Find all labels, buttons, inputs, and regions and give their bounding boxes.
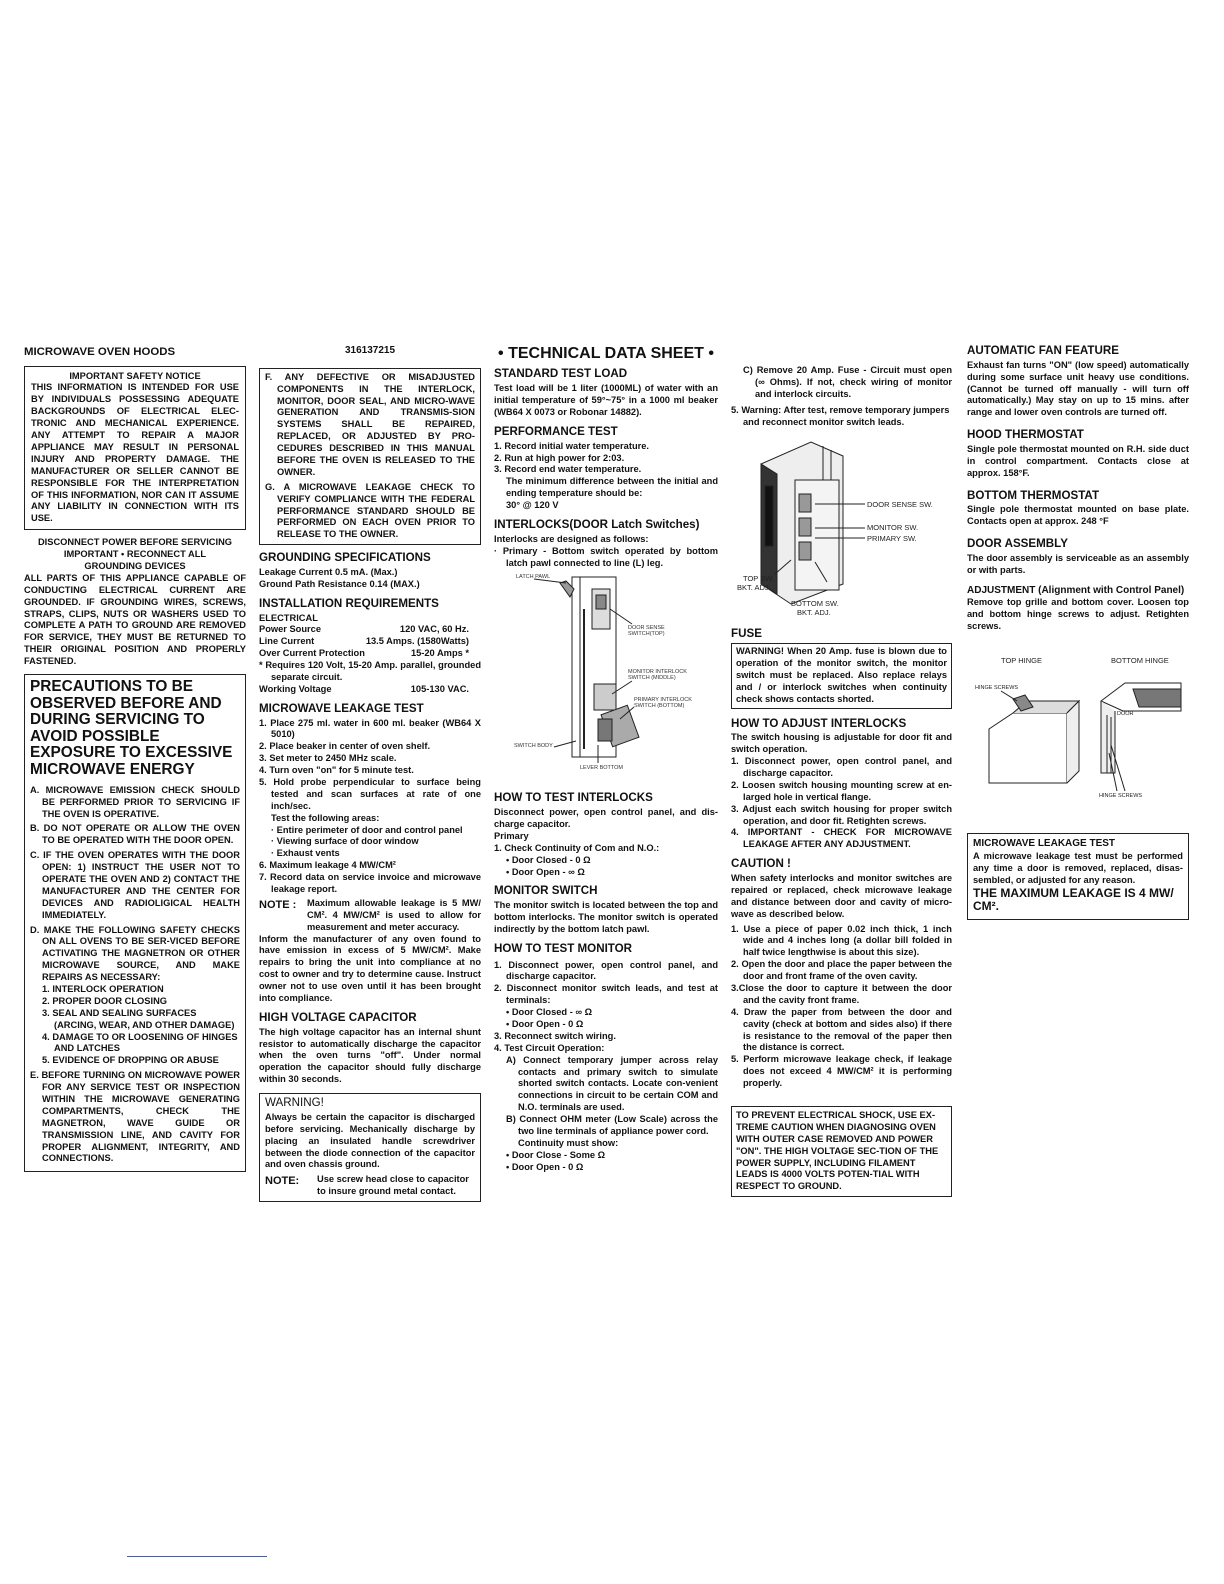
install-row: [259, 624, 481, 636]
disconnect-line-1: DISCONNECT POWER BEFORE SERVICING: [37, 537, 233, 548]
label-top-sw: TOP SW.: [743, 574, 774, 584]
door-assembly-text: The door assembly is serviceable as an assembly or with parts.: [967, 552, 1189, 575]
sheet-title: • TECHNICAL DATA SHEET •: [498, 345, 714, 362]
caution-title: CAUTION !: [731, 857, 791, 871]
install-value: 105-130 VAC.: [410, 683, 469, 694]
precaution-g: G. A MICROWAVE LEAKAGE CHECK TO VERIFY COMPLIANCE WITH THE FEDERAL PERFORMANCE STANDARD SHOULD BE PERFORMED ON EACH OVEN PRIOR TO RELEASE TO THE OWNER.: [265, 481, 475, 540]
install-note: * Requires 120 Volt, 15-20 Amp. parallel, grounded separate circuit.: [259, 660, 481, 682]
adjust-step: 4. IMPORTANT - CHECK FOR MICROWAVE LEAKAGE AFTER ANY ADJUSTMENT.: [731, 827, 952, 850]
shock-warning-text: TO PREVENT ELECTRICAL SHOCK, USE EX-TREME CAUTION WHEN DIAGNOSING OVEN WITH OUTER CASE REMOVED AND POWER "ON". THE HIGH VOLTAGE SEC-TION OF THE POWER SUPPLY, INCLUDING FILAMENT LEADS IS 4000 VOLTS POTEN-TIAL WITH RESPECT TO GROUND.: [736, 1109, 939, 1192]
hood-thermostat-title: HOOD THERMOSTAT: [967, 428, 1084, 442]
door-open-reading: • Door Open - 0 Ω: [506, 1161, 584, 1172]
hv-warning-box: [259, 1093, 481, 1202]
grounding-line-1: Leakage Current 0.5 mA. (Max.): [259, 567, 398, 578]
column-5: [967, 345, 1189, 920]
leakage-test-box: [967, 833, 1189, 920]
adjust-step: 2. Loosen switch housing mounting screw at en-larged hole in vertical flange.: [731, 779, 952, 802]
caution-step: 2. Open the door and place the paper between the door and front frame of the oven cavity.: [731, 959, 952, 982]
leakage-areas-title: Test the following areas:: [271, 812, 380, 823]
install-value: 15-20 Amps *: [410, 648, 469, 659]
label-bottom-sw: BOTTOM SW.: [791, 599, 839, 609]
adjustment-title: ADJUSTMENT (Alignment with Control Panel): [967, 584, 1185, 596]
part-number: 316137215: [344, 345, 396, 356]
hv-warning-title: WARNING!: [265, 1096, 324, 1110]
install-subtitle: ELECTRICAL: [259, 612, 318, 623]
warning-text: After test, remove temporary jumpers and reconnect monitor switch leads.: [743, 404, 950, 427]
test-interlocks-text: Disconnect power, open control panel, and dis-charge capacitor.: [494, 807, 718, 829]
interlock-switch-diagram: [494, 569, 718, 784]
label-door-bottom: DOOR: [1117, 711, 1134, 718]
install-key: Line Current: [259, 636, 315, 647]
adjust-interlocks-title: HOW TO ADJUST INTERLOCKS: [731, 716, 907, 730]
product-title: MICROWAVE OVEN HOODS: [24, 346, 176, 358]
disconnect-text: ALL PARTS OF THIS APPLIANCE CAPABLE OF CONDUCTING ELECTRICAL CURRENT ARE GROUNDED. IF GROUNDING WIRES, SCREWS, STRAPS, CLIPS, NUTS OR WASHERS USED TO COMPLETE A PATH TO GROUND ARE REMOVED FOR SERVICE, THEY MUST BE RETURNED TO THEIR ORIGINAL POSITION AND PROPERLY FASTENED.: [24, 572, 246, 667]
precaution-f: F. ANY DEFECTIVE OR MISADJUSTED COMPONENTS IN THE INTERLOCK, MONITOR, DOOR SEAL, AND MICRO-WAVE GENERATION AND TRANSMIS-SION SYSTEMS SHALL BE REPAIRED, REPLACED, OR ADJUSTED BY PRO-CEDURES DESCRIBED IN THIS MANUAL BEFORE THE OVEN IS RELEASED TO THE OWNER.: [265, 371, 475, 477]
door-open-reading: • Door Open - ∞ Ω: [506, 866, 585, 877]
note-label: NOTE :: [259, 898, 297, 911]
column-4: [731, 345, 952, 1197]
leakage-step: 7. Record data on service invoice and microwave leakage report.: [259, 872, 481, 894]
hv-capacitor-text: The high voltage capacitor has an internal shunt resistor to automatically discharge the capacitor when the oven turns "off". Under normal operation the capacitor should fully discharge within 30 seconds.: [259, 1026, 481, 1085]
leakage-box-text: A microwave leakage test must be performed any time a door is removed, replaced, disas-sembled, or adjusted for any reason.: [973, 850, 1183, 885]
caution-step: 4. Draw the paper from between the door and cavity (check at bottom and sides also) if there is resistance to the removal of the paper then the distance is correct.: [731, 1006, 952, 1053]
leakage-step: 6. Maximum leakage 4 MW/CM²: [259, 860, 396, 871]
hv-capacitor-title: HIGH VOLTAGE CAPACITOR: [259, 1010, 417, 1024]
fuse-warning-box: [731, 643, 952, 708]
adjustment-text: Remove top grille and bottom cover. Loosen top and bottom hinge screws to adjust. Retighten screws.: [967, 597, 1189, 632]
hinge-diagram: [967, 653, 1189, 813]
test-monitor-step: 2. Disconnect monitor switch leads, and test at terminals:: [494, 983, 718, 1006]
hood-thermostat-text: Single pole thermostat mounted on R.H. side duct in control compartment. Contacts close at approx. 158°F.: [967, 443, 1189, 478]
precaution-d-item: 1. INTERLOCK OPERATION: [42, 983, 164, 994]
interlocks-line-2: · Primary - Bottom switch operated by bottom latch pawl connected to line (L) leg.: [494, 545, 718, 568]
hv-note: [265, 1174, 475, 1198]
performance-step: 2. Run at high power for 2:03.: [494, 452, 625, 463]
leakage-step: 4. Turn oven "on" for 5 minute test.: [259, 765, 414, 776]
warning-label: 5. Warning:: [731, 404, 782, 415]
leakage-step: 1. Place 275 ml. water in 600 ml. beaker (WB64 X 5010): [259, 717, 481, 740]
test-monitor-step: 4. Test Circuit Operation:: [494, 1042, 605, 1053]
performance-value: 30° @ 120 V: [506, 500, 559, 511]
label-primary-2: SWITCH (BOTTOM): [634, 703, 685, 710]
label-lever-bottom: LEVER BOTTOM: [580, 765, 623, 772]
monitor-switch-text: The monitor switch is located between the top and bottom interlocks. The monitor switch is operated indirectly by the bottom latch pawl.: [494, 900, 718, 934]
interlocks-title: INTERLOCKS(DOOR Latch Switches): [494, 517, 700, 531]
test-monitor-substep-b: B) Connect OHM meter (Low Scale) across the two line terminals of appliance power cord.: [506, 1114, 718, 1137]
column-1: [24, 345, 246, 1172]
install-row: [259, 636, 481, 648]
leakage-area: · Exhaust vents: [271, 848, 340, 859]
install-key: Power Source: [259, 624, 322, 635]
safety-notice-text: THIS INFORMATION IS INTENDED FOR USE BY INDIVIDUALS POSSESSING ADEQUATE BACKGROUNDS OF ELECTRICAL ELEC-TRONIC AND MECHANICAL EXPERIENCE. ANY ATTEMPT TO REPAIR A MAJOR APPLIANCE MAY RESULT IN PERSONAL INJURY AND PROPERTY DAMAGE. THE MANUFACTURER OR SELLER CANNOT BE RESPONSIBLE FOR THE INTERPRETATION OF THIS INFORMATION, NOR CAN IT ASSUME ANY LIABILITY IN CONNECTION WITH ITS USE.: [31, 382, 239, 524]
install-value: 13.5 Amps. (1580Watts): [365, 636, 469, 647]
monitor-switch: [799, 518, 811, 536]
test-monitor-step-5: [731, 405, 952, 429]
install-key: Working Voltage: [259, 683, 332, 694]
safety-notice-box: [24, 366, 246, 531]
performance-sub: The minimum difference between the initial and ending temperature should be:: [506, 476, 718, 499]
label-monitor-1: MONITOR INTERLOCK: [628, 669, 687, 676]
adjust-interlocks-text: The switch housing is adjustable for door fit and switch operation.: [731, 732, 952, 755]
leakage-box-title: MICROWAVE LEAKAGE TEST: [973, 838, 1116, 850]
top-door-panel: [989, 713, 1067, 783]
hv-warning-text: Always be certain the capacitor is discharged before servicing. Mechanically discharge by placing an insulated handle screwdriver between the diode connection of the capacitor and oven chassis ground.: [265, 1111, 475, 1170]
switch-adjustment-diagram: [731, 434, 952, 624]
adjust-step: 1. Disconnect power, open control panel, and discharge capacitor.: [731, 756, 952, 778]
leakage-box-max: THE MAXIMUM LEAKAGE IS 4 MW/ CM².: [973, 885, 1174, 913]
leakage-step: 5. Hold probe perpendicular to surface being tested and scan surfaces at rate of one inch/sec.: [259, 776, 481, 811]
fan-text: Exhaust fan turns "ON" (low speed) automatically during some surface unit heavy use conditions. (Cannot be turned off manually - will turn off automatically.) May stay on up to 15 mins. after range and lower oven controls are turned off.: [967, 359, 1189, 418]
label-monitor-sw: MONITOR SW.: [867, 523, 919, 533]
install-row: [259, 684, 481, 696]
caution-step: 1. Use a piece of paper 0.02 inch thick, 1 inch wide and 4 inches long (a dollar bill folded in half twice lengthwise is about this size).: [731, 923, 952, 958]
grounding-title: GROUNDING SPECIFICATIONS: [259, 551, 431, 565]
note-label: NOTE:: [265, 1175, 300, 1188]
monitor-switch: [594, 684, 616, 710]
test-monitor-substep-c: C) Remove 20 Amp. Fuse - Circuit must open (∞ Ohms). If not, check wiring of monitor and interlock circuits.: [743, 365, 952, 399]
footer-link-line: [127, 1556, 267, 1557]
precaution-c: C. IF THE OVEN OPERATES WITH THE DOOR OPEN: 1) INSTRUCT THE USER NOT TO OPERATE THE OVEN AND 2) CONTACT THE MANUFACTURER AND THE CENTER FOR DEVICES AND RADIOLIGICAL HEALTH IMMEDIATELY.: [30, 850, 240, 920]
label-bottom-bkt: BKT. ADJ.: [797, 608, 831, 618]
leakage-test-title: MICROWAVE LEAKAGE TEST: [259, 701, 424, 715]
label-primary-1: PRIMARY INTERLOCK: [634, 697, 692, 704]
note-text: Maximum allowable leakage is 5 MW/ CM². 4 MW/CM² is used to allow for measurement and meter accuracy.: [307, 897, 481, 932]
bottom-thermostat-title: BOTTOM THERMOSTAT: [967, 488, 1100, 502]
label-monitor-2: SWITCH (MIDDLE): [628, 675, 676, 682]
std-load-title: STANDARD TEST LOAD: [494, 367, 628, 381]
caution-text: When safety interlocks and monitor switches are repaired or replaced, check microwave leakage and distance between door and cavity of micro-wave as described below.: [731, 872, 952, 919]
door-close-reading: • Door Close - Some Ω: [506, 1149, 606, 1160]
label-primary-sw: PRIMARY SW.: [867, 534, 917, 544]
precaution-d-item: 2. PROPER DOOR CLOSING: [42, 995, 168, 1006]
precaution-e: E. BEFORE TURNING ON MICROWAVE POWER FOR ANY SERVICE TEST OR INSPECTION WITHIN THE MICROWAVE GENERATING COMPARTMENTS, CHECK THE MAGNETRON, WAVE GUIDE OR TRANSMISSION LINE, AND CAVITY FOR PROPER ALIGNMENT, INTEGRITY, AND CONNECTIONS.: [30, 1070, 240, 1164]
precaution-d-item: 4. DAMAGE TO OR LOOSENING OF HINGES AND LATCHES: [42, 1031, 238, 1054]
precaution-a: A. MICROWAVE EMISSION CHECK SHOULD BE PERFORMED PRIOR TO SERVICING IF THE OVEN IS OPERATIVE.: [30, 784, 240, 819]
precaution-d-item: 3. SEAL AND SEALING SURFACES (ARCING, WEAR, AND OTHER DAMAGE): [42, 1007, 235, 1030]
precaution-d-item: 5. EVIDENCE OF DROPPING OR ABUSE: [42, 1055, 219, 1066]
label-door-sense-2: SWITCH(TOP): [628, 631, 665, 638]
note-text: Use screw head close to capacitor to insure ground metal contact.: [317, 1174, 469, 1197]
test-interlocks-step: 1. Check Continuity of Com and N.O.:: [494, 842, 660, 853]
door-closed-reading: • Door Closed - ∞ Ω: [506, 1007, 593, 1018]
install-row: [259, 648, 481, 660]
label-bottom-hinge: BOTTOM HINGE: [1111, 656, 1169, 666]
column-2: [259, 345, 481, 1202]
door-open-reading: • Door Open - 0 Ω: [506, 1019, 584, 1030]
performance-step: 1. Record initial water temperature.: [494, 440, 649, 451]
leakage-area: · Entire perimeter of door and control panel: [271, 824, 463, 835]
precautions-title: PRECAUTIONS TO BE OBSERVED BEFORE AND DURING SERVICING TO AVOID POSSIBLE EXPOSURE TO EXCESSIVE MICROWAVE ENERGY: [30, 677, 233, 779]
continuity-label: Continuity must show:: [518, 1137, 619, 1148]
label-top-bkt: BKT. ADJ.: [737, 583, 771, 593]
label-door-sense-sw: DOOR SENSE SW.: [867, 500, 933, 510]
test-interlocks-primary: Primary: [494, 830, 529, 841]
caution-step: 3.Close the door to capture it between the door and the cavity front frame.: [731, 982, 952, 1005]
precaution-b: B. DO NOT OPERATE OR ALLOW THE OVEN TO BE OPERATED WITH THE DOOR OPEN.: [30, 823, 240, 846]
std-load-text: Test load will be 1 liter (1000ML) of water with an initial temperature of 59°~75° in a 1000 ml beaker (WB64 X 0073 or Robonar 14882).: [494, 383, 718, 417]
disconnect-line-3: GROUNDING DEVICES: [84, 560, 186, 571]
test-interlocks-title: HOW TO TEST INTERLOCKS: [494, 791, 653, 805]
primary-switch: [799, 542, 811, 560]
test-monitor-title: HOW TO TEST MONITOR: [494, 941, 633, 955]
bottom-hinge-icon: [1101, 701, 1115, 773]
fuse-title: FUSE: [731, 627, 762, 641]
leakage-area: · Viewing surface of door window: [271, 836, 419, 847]
leakage-note: [259, 898, 481, 934]
install-title: INSTALLATION REQUIREMENTS: [259, 596, 439, 610]
label-hinge-screws: HINGE SCREWS: [975, 685, 1019, 692]
install-value: 120 VAC, 60 Hz.: [399, 624, 469, 635]
interlocks-line-1: Interlocks are designed as follows:: [494, 533, 649, 544]
install-key: Over Current Protection: [259, 648, 365, 659]
leakage-inform: Inform the manufacturer of any oven found to have emission in excess of 5 MW/CM². Make repairs to bring the unit into compliance at no cost to owner and try to determine cause. Instruct owner not to use oven until it has been brought into compliance.: [259, 933, 481, 1004]
safety-notice-title: IMPORTANT SAFETY NOTICE: [69, 370, 201, 381]
precaution-d: D. MAKE THE FOLLOWING SAFETY CHECKS ON ALL OVENS TO BE SER-VICED BEFORE ACTIVATING THE MAGNETRON OR OTHER MICROWAVE SOURCE, AND MAKE REPAIRS AS NECESSARY:: [30, 924, 240, 983]
door-assembly-title: DOOR ASSEMBLY: [967, 537, 1068, 551]
door-closed-reading: • Door Closed - 0 Ω: [506, 854, 591, 865]
fuse-warning-text: WARNING! When 20 Amp. fuse is blown due to operation of the monitor switch, the monitor switch must be replaced. Also replace relays and / or interlock switches when continuity check shows contacts shorted.: [736, 646, 947, 704]
fan-title: AUTOMATIC FAN FEATURE: [967, 344, 1119, 357]
precautions-continued-box: [259, 368, 481, 545]
shock-warning-box: [731, 1106, 952, 1197]
label-hinge-screws-bottom: HINGE SCREWS: [1099, 793, 1143, 800]
label-latch-pawl: LATCH PAWL: [516, 574, 551, 581]
caution-step: 5. Perform microwave leakage check, if leakage does not exceed 4 MW/CM² it is performing properly.: [731, 1054, 952, 1089]
door-sense-switch: [799, 494, 811, 512]
grounding-line-2: Ground Path Resistance 0.14 (MAX.): [259, 578, 420, 589]
test-monitor-substep-a: A) Connect temporary jumper across relay contacts and primary switch to simulate shorted switch contacts. Locate con-venient connections in circuit to be certain COM and N.O. terminals are used.: [506, 1054, 718, 1113]
label-door-sense-1: DOOR SENSE: [628, 625, 665, 632]
label-switch-body: SWITCH BODY: [514, 743, 553, 750]
performance-title: PERFORMANCE TEST: [494, 424, 618, 438]
disconnect-block: [24, 537, 246, 668]
leakage-step: 2. Place beaker in center of oven shelf.: [259, 741, 431, 752]
performance-step: 3. Record end water temperature.: [494, 464, 642, 475]
test-monitor-step: 1. Disconnect power, open control panel, and discharge capacitor.: [494, 959, 718, 982]
bottom-thermostat-text: Single pole thermostat mounted on base plate. Contacts open at approx. 248 °F: [967, 504, 1189, 527]
disconnect-line-2: IMPORTANT • RECONNECT ALL: [63, 549, 207, 560]
precautions-box: [24, 674, 246, 1172]
monitor-switch-title: MONITOR SWITCH: [494, 884, 598, 898]
leakage-step: 3. Set meter to 2450 MHz scale.: [259, 753, 397, 764]
label-top-hinge: TOP HINGE: [1001, 656, 1042, 666]
test-monitor-step: 3. Reconnect switch wiring.: [494, 1030, 616, 1041]
column-3: [494, 345, 718, 1174]
adjust-step: 3. Adjust each switch housing for proper switch operation, and door fit. Retighten screws.: [731, 803, 952, 826]
